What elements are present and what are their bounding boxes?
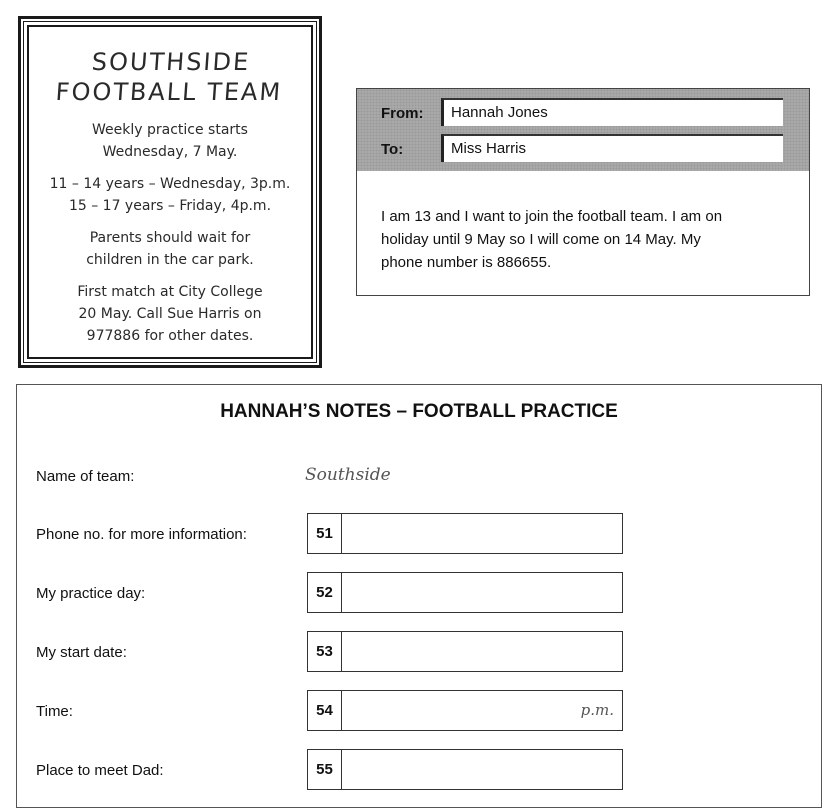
answer-field-53[interactable] xyxy=(307,631,623,672)
poster-text: Weekly practice starts xyxy=(92,122,248,138)
note-body-line: holiday until 9 May so I will come on 14 May. My xyxy=(381,231,701,248)
example-answer: Southside xyxy=(305,465,391,485)
answer-field-52[interactable] xyxy=(307,572,623,613)
poster-title xyxy=(27,47,313,107)
poster-title-line-2: FOOTBALL TEAM xyxy=(54,78,284,106)
note-body-line: phone number is 886655. xyxy=(381,254,552,271)
poster-text: 11 – 14 years – Wednesday, 3p.m. xyxy=(49,176,291,192)
from-field: Hannah Jones xyxy=(441,98,783,126)
answer-field-54[interactable] xyxy=(307,690,623,731)
to-field: Miss Harris xyxy=(441,134,783,162)
poster-parents-note xyxy=(29,227,311,271)
note-body xyxy=(357,171,809,274)
poster-content xyxy=(27,25,313,359)
question-number: 54 xyxy=(308,691,342,730)
row-label-54: Time: xyxy=(36,703,73,720)
hannahs-notes-form xyxy=(16,384,822,808)
message-note xyxy=(356,88,810,296)
note-from-row xyxy=(357,98,809,128)
row-label-53: My start date: xyxy=(36,644,127,661)
note-body-line: I am 13 and I want to join the football team. I am on xyxy=(381,208,723,225)
poster-practice-start xyxy=(29,119,311,163)
poster-text: Wednesday, 7 May. xyxy=(102,144,238,160)
poster-text: Parents should wait for xyxy=(89,230,251,246)
question-number: 53 xyxy=(308,632,342,671)
question-number: 55 xyxy=(308,750,342,789)
poster-first-match xyxy=(29,281,311,347)
poster-schedule xyxy=(29,173,311,217)
answer-field-51[interactable] xyxy=(307,513,623,554)
time-suffix: p.m. xyxy=(580,701,614,719)
poster-text: 15 – 17 years – Friday, 4p.m. xyxy=(68,198,272,214)
example-label: Name of team: xyxy=(36,468,135,485)
to-label: To: xyxy=(381,141,404,158)
row-label-51: Phone no. for more information: xyxy=(36,526,247,543)
poster-title-line-1: SOUTHSIDE xyxy=(90,48,252,76)
question-number: 52 xyxy=(308,573,342,612)
poster-frame xyxy=(23,21,317,363)
poster-text: 20 May. Call Sue Harris on xyxy=(78,306,262,322)
poster-text: 977886 for other dates. xyxy=(86,328,254,344)
row-label-52: My practice day: xyxy=(36,585,146,602)
note-header xyxy=(357,89,809,171)
note-to-row xyxy=(357,134,809,164)
team-poster xyxy=(18,16,322,368)
poster-text: First match at City College xyxy=(77,284,263,300)
answer-field-55[interactable] xyxy=(307,749,623,790)
poster-text: children in the car park. xyxy=(86,252,254,268)
notes-title: HANNAH’S NOTES – FOOTBALL PRACTICE xyxy=(220,401,618,422)
from-label: From: xyxy=(381,105,424,122)
row-label-55: Place to meet Dad: xyxy=(36,762,164,779)
question-number: 51 xyxy=(308,514,342,553)
